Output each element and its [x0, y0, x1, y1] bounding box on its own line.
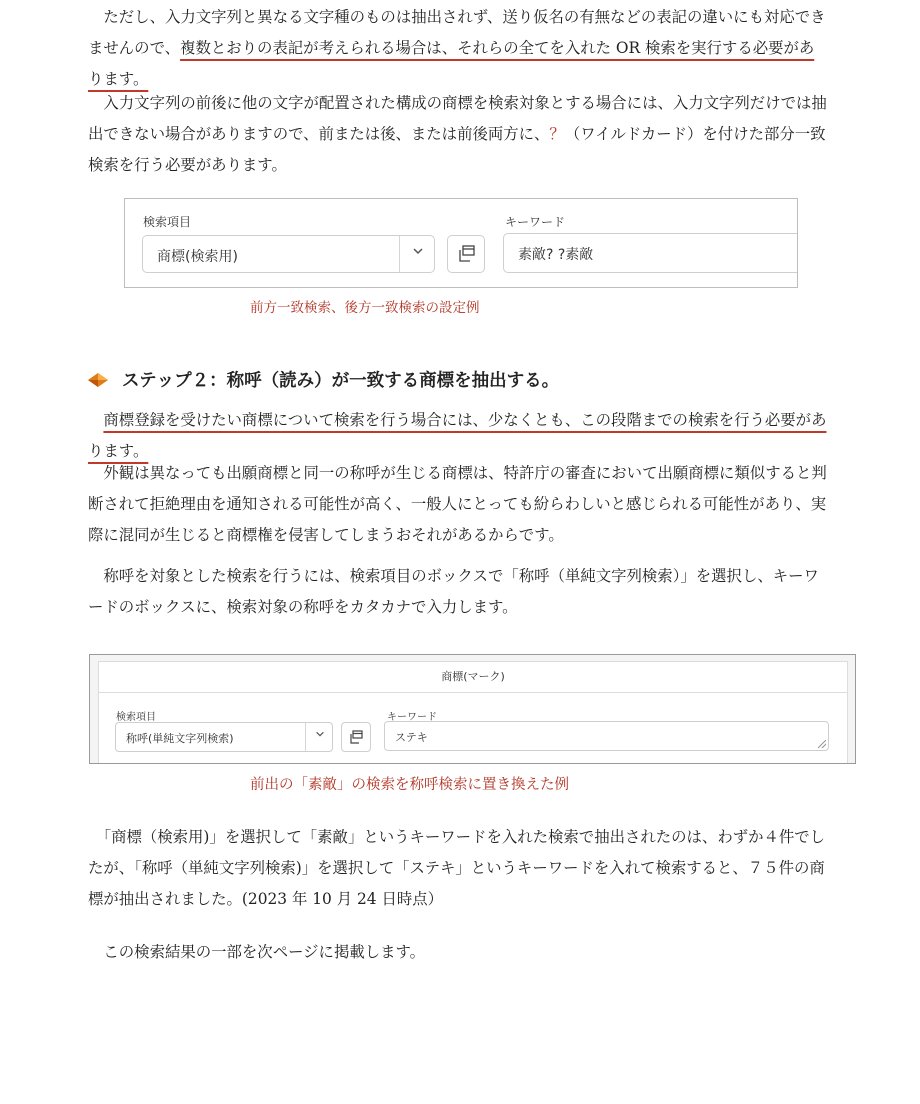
chevron-down-icon	[315, 729, 325, 742]
copy-field-button[interactable]	[447, 235, 485, 273]
select-value: 称呼(単純文字列検索)	[126, 732, 234, 745]
keyword-value: ステキ	[395, 731, 428, 744]
select-divider	[305, 723, 306, 751]
copy-icon	[448, 236, 484, 272]
search-field-select[interactable]	[115, 722, 333, 752]
result-paragraph-2: この検索結果の一部を次ページに掲載します。	[88, 943, 426, 961]
caption-1: 前方一致検索、後方一致検索の設定例	[250, 300, 480, 316]
intro-paragraph-1	[88, 2, 828, 95]
resize-grip-icon[interactable]	[818, 740, 826, 748]
intro-text: （ワイルドカード）を付けた部分一致検索を行う必要があります。	[88, 125, 826, 174]
step2-paragraph-3: 称呼を対象とした検索を行うには、検索項目のボックスで「称呼（単純文字列検索）」を選択し、キーワードのボックスに、検索対象の称呼をカタカナで入力します。	[88, 567, 819, 616]
keyword-value: 素敵? ?素敵	[518, 247, 594, 263]
underlined-note: 商標登録を受けたい商標について検索を行う場合には、少なくとも、この段階までの検索を行う必要があります。	[88, 411, 827, 460]
result-paragraph-1: 「商標（検索用)」を選択して「素敵」というキーワードを入れた検索で抽出されたのは、わずか４件でしたが、「称呼（単純文字列検索)」を選択して「ステキ」というキーワードを入れて検索すると、７５件の商標が抽出されました。(2023 年 10 月 24 日時点）	[88, 828, 826, 908]
keyword-textarea[interactable]	[384, 721, 829, 751]
keyword-label: キーワード	[387, 712, 437, 723]
step2-heading: ステップ２：称呼（読み）が一致する商標を抽出する。	[122, 371, 560, 391]
select-value: 商標(検索用)	[157, 249, 238, 265]
select-divider	[399, 236, 400, 272]
search-form-screenshot-1	[124, 198, 798, 288]
chevron-down-icon	[412, 245, 424, 261]
intro-text: ただし、入力文字列と異なる文字種のものは抽出されず、送り仮名の有無などの表記の違いにも対応できませんので、	[88, 8, 826, 57]
underlined-note: 複数とおりの表記が考えられる場合は、それらの全てを入れた OR 検索を実行する必要があります。	[88, 39, 815, 88]
field-label: 検索項目	[116, 712, 156, 723]
diamond-bullet-icon	[88, 373, 108, 387]
intro-paragraph-2	[88, 88, 828, 181]
intro-text: 入力文字列の前後に他の文字が配置された構成の商標を検索対象とする場合には、入力文字列だけでは抽出できない場合がありますので、前または後、または前後両方に、	[88, 94, 827, 143]
form-panel	[98, 661, 848, 764]
panel-title: 商標(マーク)	[99, 662, 847, 693]
copy-icon	[342, 723, 370, 751]
keyword-input[interactable]	[503, 233, 797, 273]
copy-field-button[interactable]	[341, 722, 371, 752]
field-label: 検索項目	[143, 215, 192, 229]
step2-paragraph-2: 外観は異なっても出願商標と同一の称呼が生じる商標は、特許庁の審査において出願商標に類似すると判断されて拒絶理由を通知される可能性が高く、一般人にとっても紛らわしいと感じられる可能性があり、実際に混同が生じると商標権を侵害してしまうおそれがあるからです。	[88, 464, 827, 544]
keyword-label: キーワード	[505, 215, 566, 229]
caption-2: 前出の「素敵」の検索を称呼検索に置き換えた例	[250, 777, 569, 793]
wildcard-mark: ？	[549, 125, 565, 143]
search-field-select[interactable]	[142, 235, 435, 273]
search-form-screenshot-2	[89, 654, 856, 764]
